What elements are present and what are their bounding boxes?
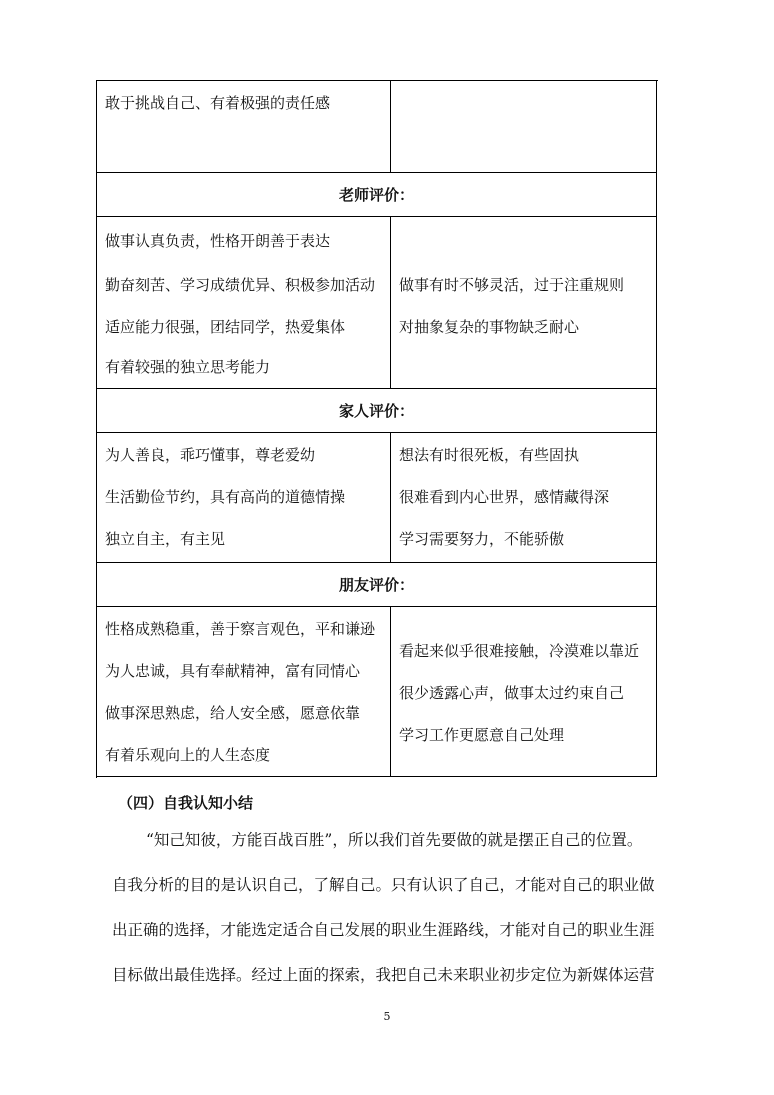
page-number: 5	[383, 1010, 391, 1023]
family-weaknesses-cell	[391, 433, 657, 563]
cell-line: 很难看到内心世界，感情藏得深	[399, 488, 610, 506]
cell-line: 生活勤俭节约，具有高尚的道德情操	[105, 488, 346, 506]
teacher-header-label: 老师评价：	[338, 185, 414, 204]
family-strengths-cell	[97, 433, 391, 563]
cell-line: 做事认真负责，性格开朗善于表达	[105, 232, 331, 250]
cell-line: 很少透露心声，做事太过约束自己	[399, 684, 625, 702]
cell-line: 对抽象复杂的事物缺乏耐心	[399, 318, 580, 336]
friends-header-label: 朋友评价：	[338, 575, 414, 594]
paragraph-line: 出正确的选择，才能选定适合自己发展的职业生涯路线，才能对自己的职业生涯	[112, 921, 655, 939]
teacher-evaluation-header	[97, 173, 657, 217]
section-heading: （四）自我认知小结	[118, 794, 254, 812]
cell-line: 做事深思熟虑，给人安全感，愿意依靠	[105, 704, 361, 722]
self-weakness-cell	[391, 81, 657, 173]
cell-line: 敢于挑战自己、有着极强的责任感	[105, 94, 331, 112]
evaluation-table	[96, 80, 658, 778]
paragraph-line: 自我分析的目的是认识自己，了解自己。只有认识了自己，才能对自己的职业做	[112, 876, 655, 894]
friends-weaknesses-cell	[391, 607, 657, 777]
family-evaluation-header	[97, 389, 657, 433]
teacher-weaknesses-cell	[391, 217, 657, 389]
cell-line: 勤奋刻苦、学习成绩优异、积极参加活动	[105, 276, 376, 294]
cell-line: 为人善良，乖巧懂事，尊老爱幼	[105, 446, 316, 464]
cell-line: 适应能力很强，团结同学，热爱集体	[105, 318, 346, 336]
paragraph-line: 目标做出最佳选择。经过上面的探索，我把自己未来职业初步定位为新媒体运营	[112, 966, 655, 984]
cell-line: 学习需要努力，不能骄傲	[399, 530, 565, 548]
cell-line: 独立自主，有主见	[105, 530, 226, 548]
cell-line: 有着乐观向上的人生态度	[105, 746, 271, 764]
cell-line: 看起来似乎很难接触，冷漠难以靠近	[399, 642, 640, 660]
cell-line: 为人忠诚，具有奉献精神，富有同情心	[105, 662, 361, 680]
friends-strengths-cell	[97, 607, 391, 777]
teacher-strengths-cell	[97, 217, 391, 389]
cell-line: 学习工作更愿意自己处理	[399, 726, 565, 744]
cell-line: 性格成熟稳重，善于察言观色，平和谦逊	[105, 620, 376, 638]
cell-line: 想法有时很死板，有些固执	[399, 446, 580, 464]
cell-line: 有着较强的独立思考能力	[105, 358, 271, 376]
cell-line: 做事有时不够灵活，过于注重规则	[399, 276, 625, 294]
paragraph-line: “知己知彼，方能百战百胜”，所以我们首先要做的就是摆正自己的位置。	[146, 831, 643, 849]
family-header-label: 家人评价：	[338, 401, 414, 420]
friends-evaluation-header	[97, 563, 657, 607]
self-strength-cell	[97, 81, 391, 173]
